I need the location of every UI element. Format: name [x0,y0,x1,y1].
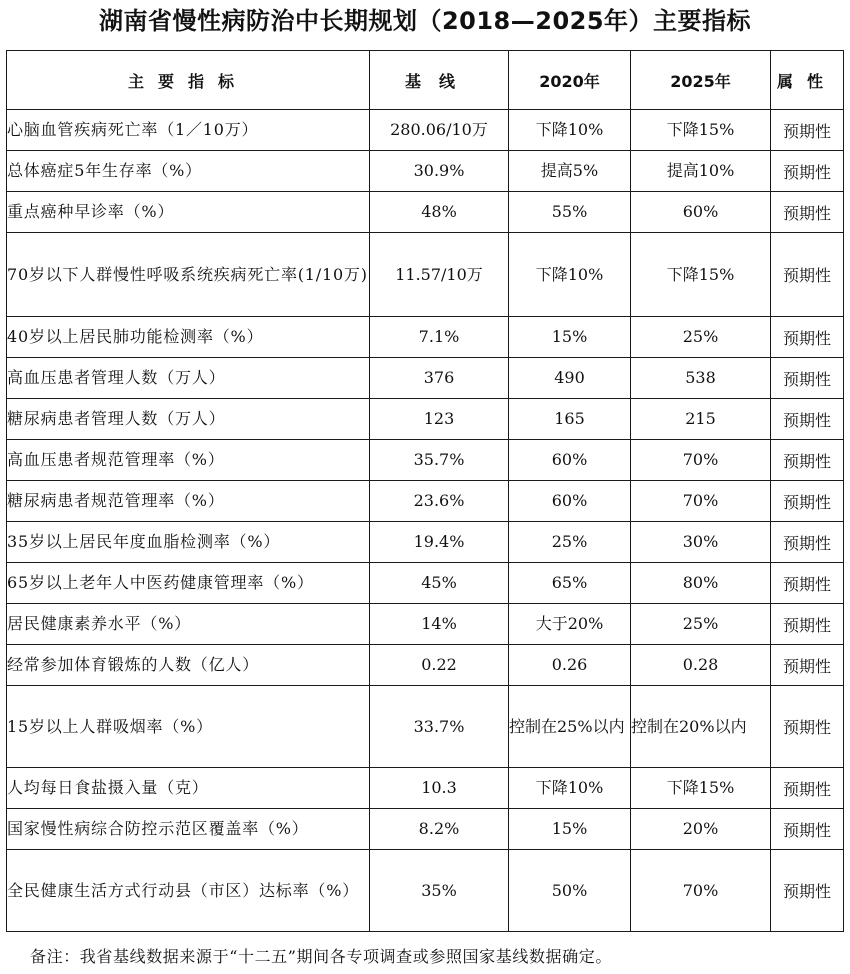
baseline-value: 280.06/10万 [370,110,509,151]
attribute-value: 预期性 [771,358,844,399]
indicator-name: 重点癌种早诊率（%） [7,192,370,233]
target-2020: 下降10% [509,233,631,317]
indicator-name: 高血压患者管理人数（万人） [7,358,370,399]
table-row [7,809,844,850]
baseline-value: 123 [370,399,509,440]
target-2025: 70% [631,850,771,932]
attribute-value: 预期性 [771,317,844,358]
target-2025: 25% [631,317,771,358]
baseline-value: 33.7% [370,686,509,768]
target-2020: 大于20% [509,604,631,645]
target-2025: 下降15% [631,110,771,151]
indicator-name: 国家慢性病综合防控示范区覆盖率（%） [7,809,370,850]
baseline-value: 376 [370,358,509,399]
attribute-value: 预期性 [771,233,844,317]
target-2020: 490 [509,358,631,399]
attribute-value: 预期性 [771,110,844,151]
attribute-value: 预期性 [771,809,844,850]
indicator-name: 糖尿病患者规范管理率（%） [7,481,370,522]
indicator-name: 经常参加体育锻炼的人数（亿人） [7,645,370,686]
indicator-name: 高血压患者规范管理率（%） [7,440,370,481]
target-2025: 0.28 [631,645,771,686]
target-2025: 25% [631,604,771,645]
baseline-value: 14% [370,604,509,645]
attribute-value: 预期性 [771,768,844,809]
baseline-value: 45% [370,563,509,604]
table-row [7,604,844,645]
attribute-value: 预期性 [771,686,844,768]
baseline-value: 10.3 [370,768,509,809]
target-2020: 15% [509,317,631,358]
target-2025: 538 [631,358,771,399]
table-row [7,317,844,358]
target-2020: 下降10% [509,110,631,151]
indicator-name: 糖尿病患者管理人数（万人） [7,399,370,440]
header-indicator: 主要指标 [7,51,370,110]
indicator-name: 40岁以上居民肺功能检测率（%） [7,317,370,358]
table-header-row [7,51,844,110]
attribute-value: 预期性 [771,563,844,604]
table-row [7,358,844,399]
target-2020: 60% [509,481,631,522]
target-2020: 165 [509,399,631,440]
baseline-value: 35.7% [370,440,509,481]
baseline-value: 30.9% [370,151,509,192]
indicator-name: 15岁以上人群吸烟率（%） [7,686,370,768]
target-2025: 30% [631,522,771,563]
attribute-value: 预期性 [771,850,844,932]
attribute-value: 预期性 [771,440,844,481]
table-row [7,110,844,151]
table-row [7,192,844,233]
table-row [7,768,844,809]
indicator-name: 65岁以上老年人中医药健康管理率（%） [7,563,370,604]
table-row [7,645,844,686]
attribute-value: 预期性 [771,604,844,645]
target-2020: 65% [509,563,631,604]
table-row [7,399,844,440]
table-row [7,686,844,768]
table-row [7,481,844,522]
target-2020: 25% [509,522,631,563]
baseline-value: 23.6% [370,481,509,522]
target-2020: 控制在25%以内 [509,686,631,768]
baseline-value: 19.4% [370,522,509,563]
indicator-name: 总体癌症5年生存率（%） [7,151,370,192]
table-row [7,440,844,481]
target-2025: 80% [631,563,771,604]
target-2025: 70% [631,440,771,481]
indicator-name: 居民健康素养水平（%） [7,604,370,645]
header-2020: 2020年 [509,51,631,110]
target-2020: 提高5% [509,151,631,192]
target-2025: 控制在20%以内 [631,686,771,768]
baseline-value: 11.57/10万 [370,233,509,317]
target-2025: 60% [631,192,771,233]
baseline-value: 35% [370,850,509,932]
baseline-value: 48% [370,192,509,233]
attribute-value: 预期性 [771,399,844,440]
attribute-value: 预期性 [771,522,844,563]
indicator-name: 心脑血管疾病死亡率（1／10万） [7,110,370,151]
indicator-name: 全民健康生活方式行动县（市区）达标率（%） [7,850,370,932]
target-2025: 70% [631,481,771,522]
attribute-value: 预期性 [771,645,844,686]
attribute-value: 预期性 [771,481,844,522]
baseline-value: 0.22 [370,645,509,686]
baseline-value: 7.1% [370,317,509,358]
indicator-name: 35岁以上居民年度血脂检测率（%） [7,522,370,563]
attribute-value: 预期性 [771,192,844,233]
target-2020: 0.26 [509,645,631,686]
target-2020: 60% [509,440,631,481]
target-2020: 50% [509,850,631,932]
indicator-name: 人均每日食盐摄入量（克） [7,768,370,809]
table-row [7,151,844,192]
table-row [7,233,844,317]
header-baseline: 基线 [370,51,509,110]
document-title: 湖南省慢性病防治中长期规划（2018—2025年）主要指标 [98,7,752,35]
target-2025: 下降15% [631,768,771,809]
target-2025: 提高10% [631,151,771,192]
target-2025: 20% [631,809,771,850]
header-attribute: 属性 [771,51,844,110]
target-2025: 下降15% [631,233,771,317]
target-2025: 215 [631,399,771,440]
table-row [7,563,844,604]
indicators-table [6,50,844,932]
target-2020: 15% [509,809,631,850]
table-row [7,850,844,932]
footnote: 备注：我省基线数据来源于“十二五”期间各专项调查或参照国家基线数据确定。 [30,947,612,966]
target-2020: 55% [509,192,631,233]
baseline-value: 8.2% [370,809,509,850]
target-2020: 下降10% [509,768,631,809]
table-row [7,522,844,563]
attribute-value: 预期性 [771,151,844,192]
header-2025: 2025年 [631,51,771,110]
indicator-name: 70岁以下人群慢性呼吸系统疾病死亡率(1/10万) [7,233,370,317]
